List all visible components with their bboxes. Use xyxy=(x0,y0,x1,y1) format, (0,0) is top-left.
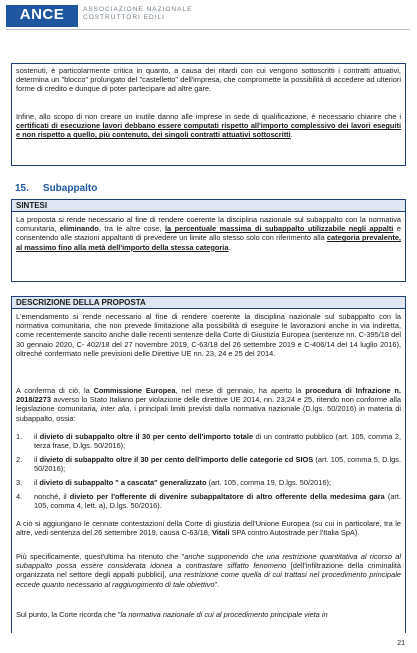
item-1-b: divieto di subappalto oltre il 30 per cento dell'importo totale xyxy=(39,432,254,441)
item-4-a: nonché, il xyxy=(34,492,70,501)
section-title xyxy=(15,183,97,194)
p2-text-g: , i principali limiti previsti dalla normativa nazionale (D.lgs. 50/2016) in materia di subappalto, ossia: xyxy=(16,404,402,423)
descrizione-box xyxy=(11,296,406,633)
qualification-paragraph xyxy=(16,112,401,140)
sintesi-text-6: categoria prevalente, al massimo fino alla metà dell'importo della stessa categoria xyxy=(16,233,401,252)
p2-text-b: Commissione Europea xyxy=(93,386,176,395)
list-item xyxy=(16,478,401,487)
list-item xyxy=(16,492,401,510)
p2-text-a: A conferma di ciò, la xyxy=(16,386,94,395)
continued-box xyxy=(11,63,406,166)
sintesi-heading-bar xyxy=(12,200,405,212)
sintesi-heading: SINTESI xyxy=(16,201,48,210)
p2-text-e: avverso lo Stato Italiano per violazione delle direttive UE 2014, nn. 23,24 e 25, ritendo non conforme alla legislazione comunitaria, xyxy=(16,395,401,414)
descrizione-paragraph-5 xyxy=(16,610,401,619)
association-line-1: ASSOCIAZIONE NAZIONALE xyxy=(83,6,193,13)
descrizione-paragraph-4 xyxy=(16,552,401,589)
item-2-a: il xyxy=(34,455,40,464)
sintesi-text-4: la percentuale massima di subappalto utilizzabile negli appalti xyxy=(164,224,394,234)
sintesi-text-5: e consentendo alle stazioni appaltanti di prevedere un limite allo stesso solo con riferimento alla xyxy=(16,224,401,243)
p2-text-d: procedura di Infrazione n. 2018/2273 xyxy=(16,386,402,405)
sintesi-text-3: , tra le altre cose, xyxy=(98,224,165,234)
p5-text-b: la normativa nazionale di cui al procedimento principale vieta in xyxy=(120,610,328,619)
item-4-b: divieto per l'offerente di divenire subappaltatore di altro offerente della medesima gara xyxy=(69,492,385,501)
p3-text-b: Vitali xyxy=(211,528,230,538)
p2-text-f: inter alia xyxy=(100,404,130,414)
page-header xyxy=(0,0,417,30)
association-name xyxy=(83,6,192,22)
list-item-number: 1. xyxy=(16,432,23,441)
list-item xyxy=(16,455,401,473)
ance-logo xyxy=(6,5,78,27)
association-line-2: COSTRUTTORI EDILI xyxy=(83,14,165,21)
item-4-c: (art. 105, comma 4, lett. a), D.lgs. 50/2016). xyxy=(34,492,401,511)
section-number: 15. xyxy=(15,183,29,194)
p4-text-b: anche supponendo che una restrizione quantitativa al ricorso al subappalto possa essere considerata idonea a contrastare siffatto fenomeno xyxy=(16,552,401,571)
p4-text-a: Più specificamente, quest'ultima ha ritenuto che " xyxy=(16,552,185,561)
descrizione-paragraph-2 xyxy=(16,386,401,423)
qualification-text: Infine, allo scopo di non creare un inutile danno alle imprese in sede di qualificazione, è necessario chiarire che i xyxy=(16,112,401,121)
p3-text-a: A ciò si aggiungano le cennate contestazioni della Corte di giustizia dell'Unione Europea (su cui in particolare, tra le altre, vedi sentenza del 26 settembre 2019, causa C-63/18, xyxy=(16,519,401,538)
sintesi-text-2: eliminando xyxy=(59,224,99,234)
descrizione-paragraph-3 xyxy=(16,519,401,537)
sintesi-box xyxy=(11,199,406,282)
item-3-a: il xyxy=(34,478,40,487)
p4-text-c: [dell'infiltrazione della criminalità organizzata nel settore degli appalti pubblici], xyxy=(16,561,401,580)
page-number: 21 xyxy=(397,640,405,647)
descrizione-heading-bar xyxy=(12,297,405,309)
list-item-number: 3. xyxy=(16,478,23,487)
sintesi-text-1: La proposta si rende necessario al fine di rendere coerente la disciplina nazionale sul subappalto con la normativa comunitaria, xyxy=(16,215,401,234)
list-item-text xyxy=(34,478,401,487)
list-item xyxy=(16,432,401,450)
item-3-c: (art. 105, comma 19, D.lgs. 50/2016); xyxy=(206,478,331,487)
list-item-number: 2. xyxy=(16,455,23,464)
header-divider xyxy=(6,29,410,30)
p2-text-c: , nel mese di gennaio, ha aperto la xyxy=(175,386,306,395)
item-3-b: divieto di subappalto " a cascata" generalizzato xyxy=(39,478,207,487)
item-1-c: di un contratto pubblico (art. 105, comma 2, terza frase, D.lgs. 50/2016); xyxy=(34,432,402,451)
logo-text: ANCE xyxy=(19,6,65,23)
list-item-number: 4. xyxy=(16,492,23,501)
section-name: Subappalto xyxy=(42,183,98,194)
p4-text-d: una restrizione come quella di cui trattasi nel procedimento principale eccede quanto necessario al raggiungimento di tale obiettivo xyxy=(16,570,401,589)
item-1-a: il xyxy=(34,432,40,441)
qualification-emphasis: certificati di esecuzione lavori debbano essere computati rispetto all'importo complessivo dei lavori eseguiti e non rispetto a quello, più contenuto, dei singoli contratti attuativi sottoscritti xyxy=(16,121,401,140)
p4-text-e: ". xyxy=(214,579,220,589)
p3-text-c: SPA contro Autostrade per l'Italia SpA). xyxy=(229,528,360,538)
item-2-c: (art. 105, comma 5, D.lgs. 50/2016); xyxy=(34,455,401,474)
list-item-text xyxy=(34,492,401,510)
sintesi-text-7: . xyxy=(228,242,231,252)
list-item-text xyxy=(34,432,401,450)
continued-paragraph: sostenuti, è particolarmente critica in quanto, a causa dei ritardi con cui vengono sottoscritti i contratti attuativi, determina un "blocco" prolungato del "castelletto" dell'impresa, che compromette la possibilità di accedere ad ulteriori forme di credito e dunque di poter partecipare ad altre gare. xyxy=(16,66,401,94)
qualification-end: . xyxy=(290,130,293,140)
descrizione-paragraph-1: L'emendamento si rende necessario al fine di rendere coerente la disciplina nazionale sul subappalto con la normativa comunitaria, che non prevede limitazione alla possibilità di eseguire le lavorazioni anche in via indiretta, come recentemente sancito anche dalle recenti sentenze della Corte di Giustizia Europea (sentenze nn. C-395/18 del 30 gennaio 2020, C- 402/18 del 27 novembre 2019, C-63/18 del 26 settembre 2019 e C-406/14 del 14 luglio 2016), oltreché confermato nelle previsioni delle Direttive UE nn. 23, 24 e 25 del 2014. xyxy=(16,312,401,358)
item-2-b: divieto di subappalto oltre il 30 per cento dell'importo delle categorie cd SIOS xyxy=(39,455,314,464)
descrizione-heading: DESCRIZIONE DELLA PROPOSTA xyxy=(16,298,146,307)
p5-text-a: Sul punto, la Corte ricorda che " xyxy=(16,610,121,619)
sintesi-paragraph xyxy=(16,215,401,252)
list-item-text xyxy=(34,455,401,473)
